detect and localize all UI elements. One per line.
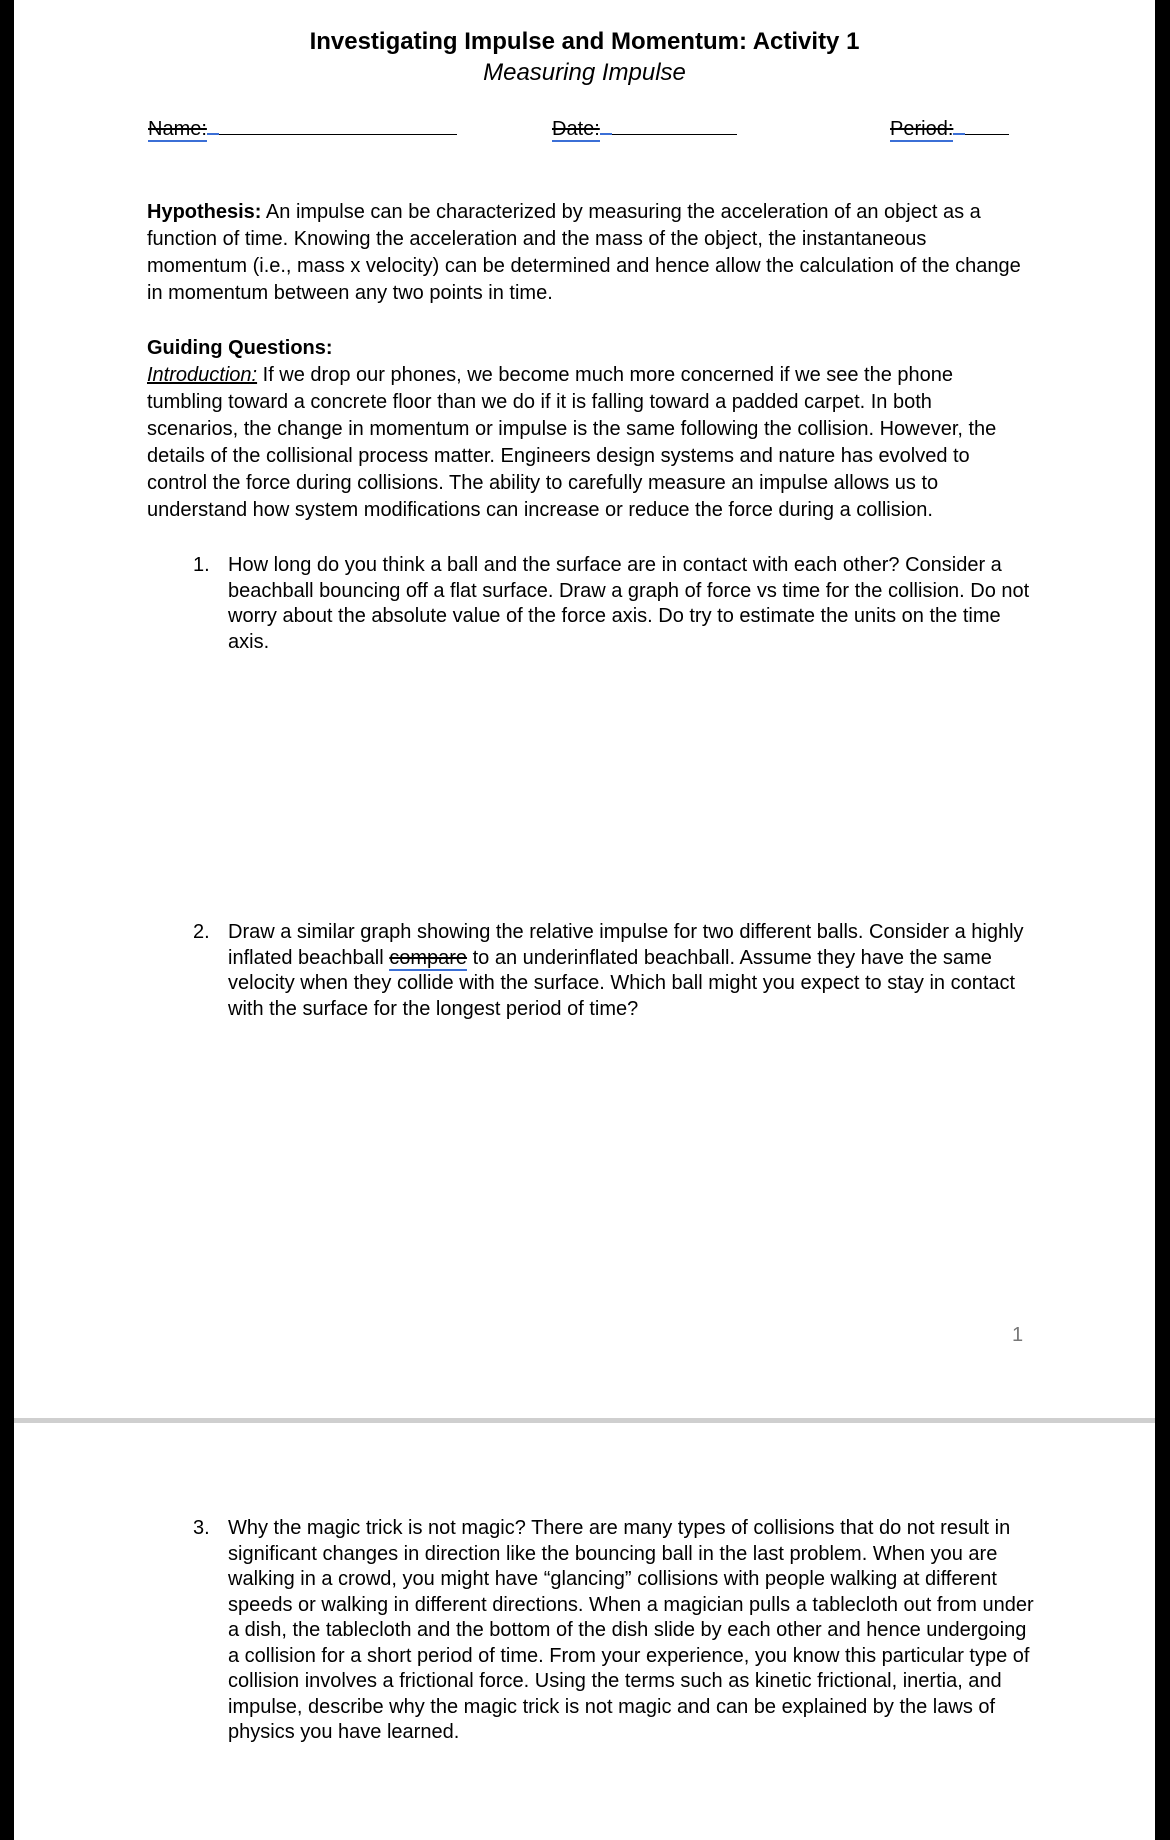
hypothesis-paragraph [147,199,1027,307]
date-label: Date: [552,118,600,140]
question-number: 1. [193,554,210,576]
period-label: Period: [890,118,954,140]
date-insert-mark [600,133,612,135]
question-text: Why the magic trick is not magic? There are many types of collisions that do not result in significant changes in direction like the bouncing ball in the last problem. When you are walking in a crowd, you might have “glancing” collisions with people walking at different speeds or walking in different directions. When a magician pulls a tablecloth out from under a dish, the tablecloth and the bottom of the dish slide by each other and hence undergoing a collision for a short period of time. From your experience, you know this particular type of collision involves a frictional force. Using the terms such as kinetic frictional, inertia, and impulse, describe why the magic trick is not magic and can be explained by the laws of physics you have learned. [228,1517,1034,1743]
name-field[interactable] [148,118,457,141]
date-blank-line[interactable] [612,118,737,135]
introduction-text: If we drop our phones, we become much more concerned if we see the phone tumbling toward a concrete floor than we do if it is falling toward a padded carpet. In both scenarios, the change in momentum or impulse is the same following the collision. However, the details of the collisional process matter. Engineers design systems and nature has evolved to control the force during collisions. The ability to carefully measure an impulse allows us to understand how system modifications can increase or reduce the force during a collision. [147,364,997,521]
page-2 [14,1423,1155,1840]
document-title: Investigating Impulse and Momentum: Activity 1 [309,28,860,55]
question-number: 2. [193,921,210,943]
hypothesis-text: An impulse can be characterized by measuring the acceleration of an object as a function of time. Knowing the acceleration and the mass of the object, the instantaneous momentum (i.e., mass x velocity) can be determined and hence allow the calculation of the change in momentum between any two points in time. [147,201,1021,304]
date-field[interactable] [552,118,737,141]
period-field[interactable] [890,118,1009,141]
document-subtitle: Measuring Impulse [483,59,686,86]
period-insert-mark [953,133,965,135]
introduction-label: Introduction: [147,364,258,386]
name-insert-mark [207,133,219,135]
tracked-deletion: compare [389,946,468,969]
guiding-heading-text: Guiding Questions: [147,337,333,359]
name-blank-line[interactable] [219,118,457,135]
question-text [228,920,1038,1022]
hypothesis-label: Hypothesis: [147,201,262,223]
period-blank-line[interactable] [965,118,1009,135]
question-text: How long do you think a ball and the surface are in contact with each other? Consider a beachball bouncing off a flat surface. Draw a graph of force vs time for the collision. Do not worry about the absolute value of the force axis. Do try to estimate the units on the time axis. [228,554,1030,653]
question-text-part: to an underinflated beachball. Assume they have the same velocity when they collide with the surface. Which ball might you expect to stay in contact with the surface for the longest period of time? [228,946,1016,1020]
guiding-questions-heading [147,335,1027,362]
question-number: 3. [193,1517,210,1539]
name-label: Name: [148,118,207,140]
page-1 [14,0,1155,1418]
question-text-part: Draw a similar graph showing the relative impulse for two different balls. Consider a highly inflated beachball [228,921,1024,969]
page-number: 1 [1012,1324,1024,1346]
introduction-paragraph [147,362,1027,524]
